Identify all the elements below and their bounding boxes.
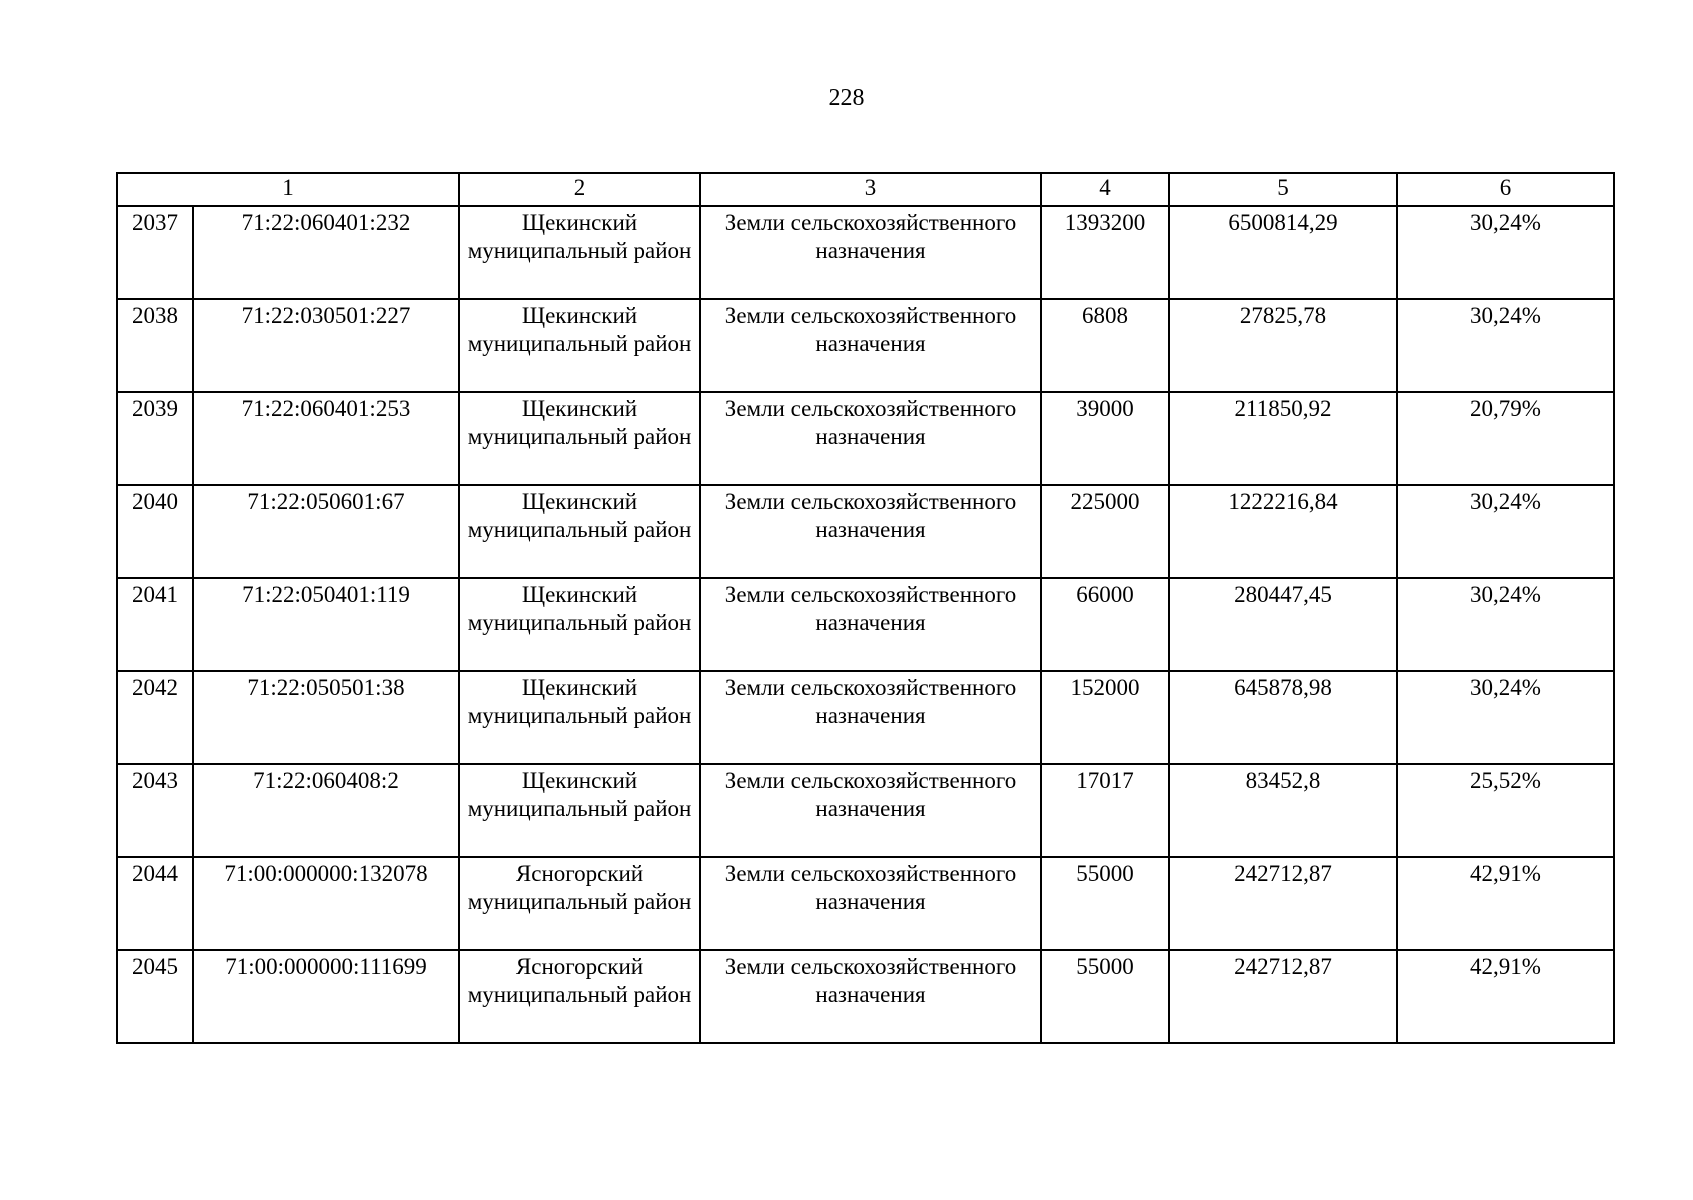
- row-number: 2044: [117, 857, 193, 950]
- area-value: 6808: [1041, 299, 1169, 392]
- district-name: Щекинский муниципальный район: [459, 206, 700, 299]
- table-row: [117, 392, 1614, 485]
- land-category: Земли сельскохозяйственного назначения: [700, 485, 1041, 578]
- row-number: 2043: [117, 764, 193, 857]
- district-name: Щекинский муниципальный район: [459, 671, 700, 764]
- area-value: 39000: [1041, 392, 1169, 485]
- percent-value: 30,24%: [1397, 299, 1614, 392]
- table-row: [117, 578, 1614, 671]
- table-row: [117, 671, 1614, 764]
- percent-value: 30,24%: [1397, 206, 1614, 299]
- percent-value: 20,79%: [1397, 392, 1614, 485]
- row-number: 2040: [117, 485, 193, 578]
- row-number: 2038: [117, 299, 193, 392]
- cost-value: 242712,87: [1169, 857, 1397, 950]
- area-value: 66000: [1041, 578, 1169, 671]
- table-row: [117, 299, 1614, 392]
- cost-value: 83452,8: [1169, 764, 1397, 857]
- area-value: 55000: [1041, 950, 1169, 1043]
- district-name: Ясногорский муниципальный район: [459, 857, 700, 950]
- cadastral-number: 71:22:060401:253: [193, 392, 459, 485]
- percent-value: 30,24%: [1397, 485, 1614, 578]
- cost-value: 280447,45: [1169, 578, 1397, 671]
- area-value: 55000: [1041, 857, 1169, 950]
- area-value: 225000: [1041, 485, 1169, 578]
- column-header-3: 3: [700, 173, 1041, 206]
- cadastral-number: 71:22:050501:38: [193, 671, 459, 764]
- land-category: Земли сельскохозяйственного назначения: [700, 578, 1041, 671]
- area-value: 152000: [1041, 671, 1169, 764]
- table-row: [117, 485, 1614, 578]
- table-row: [117, 206, 1614, 299]
- district-name: Щекинский муниципальный район: [459, 578, 700, 671]
- percent-value: 25,52%: [1397, 764, 1614, 857]
- land-category: Земли сельскохозяйственного назначения: [700, 392, 1041, 485]
- table-row: [117, 950, 1614, 1043]
- page-number: 228: [828, 85, 865, 111]
- district-name: Щекинский муниципальный район: [459, 764, 700, 857]
- row-number: 2045: [117, 950, 193, 1043]
- cost-value: 242712,87: [1169, 950, 1397, 1043]
- column-header-5: 5: [1169, 173, 1397, 206]
- column-header-1: 1: [117, 173, 459, 206]
- row-number: 2042: [117, 671, 193, 764]
- column-header-4: 4: [1041, 173, 1169, 206]
- area-value: 1393200: [1041, 206, 1169, 299]
- row-number: 2039: [117, 392, 193, 485]
- cost-value: 27825,78: [1169, 299, 1397, 392]
- table-row: [117, 857, 1614, 950]
- cadastral-number: 71:22:050601:67: [193, 485, 459, 578]
- table-header-row: [117, 173, 1614, 206]
- row-number: 2037: [117, 206, 193, 299]
- district-name: Щекинский муниципальный район: [459, 392, 700, 485]
- row-number: 2041: [117, 578, 193, 671]
- table-row: [117, 764, 1614, 857]
- cadastral-number: 71:00:000000:132078: [193, 857, 459, 950]
- cadastral-number: 71:00:000000:111699: [193, 950, 459, 1043]
- land-category: Земли сельскохозяйственного назначения: [700, 671, 1041, 764]
- column-header-6: 6: [1397, 173, 1614, 206]
- area-value: 17017: [1041, 764, 1169, 857]
- cadastral-number: 71:22:030501:227: [193, 299, 459, 392]
- column-header-2: 2: [459, 173, 700, 206]
- percent-value: 30,24%: [1397, 578, 1614, 671]
- land-category: Земли сельскохозяйственного назначения: [700, 857, 1041, 950]
- percent-value: 42,91%: [1397, 950, 1614, 1043]
- cost-value: 211850,92: [1169, 392, 1397, 485]
- cadastral-number: 71:22:060401:232: [193, 206, 459, 299]
- land-category: Земли сельскохозяйственного назначения: [700, 206, 1041, 299]
- district-name: Ясногорский муниципальный район: [459, 950, 700, 1043]
- cadastral-number: 71:22:060408:2: [193, 764, 459, 857]
- percent-value: 42,91%: [1397, 857, 1614, 950]
- percent-value: 30,24%: [1397, 671, 1614, 764]
- cost-value: 645878,98: [1169, 671, 1397, 764]
- district-name: Щекинский муниципальный район: [459, 485, 700, 578]
- land-plots-table: [116, 172, 1615, 1044]
- cost-value: 6500814,29: [1169, 206, 1397, 299]
- land-category: Земли сельскохозяйственного назначения: [700, 764, 1041, 857]
- cost-value: 1222216,84: [1169, 485, 1397, 578]
- cadastral-number: 71:22:050401:119: [193, 578, 459, 671]
- district-name: Щекинский муниципальный район: [459, 299, 700, 392]
- land-category: Земли сельскохозяйственного назначения: [700, 299, 1041, 392]
- land-category: Земли сельскохозяйственного назначения: [700, 950, 1041, 1043]
